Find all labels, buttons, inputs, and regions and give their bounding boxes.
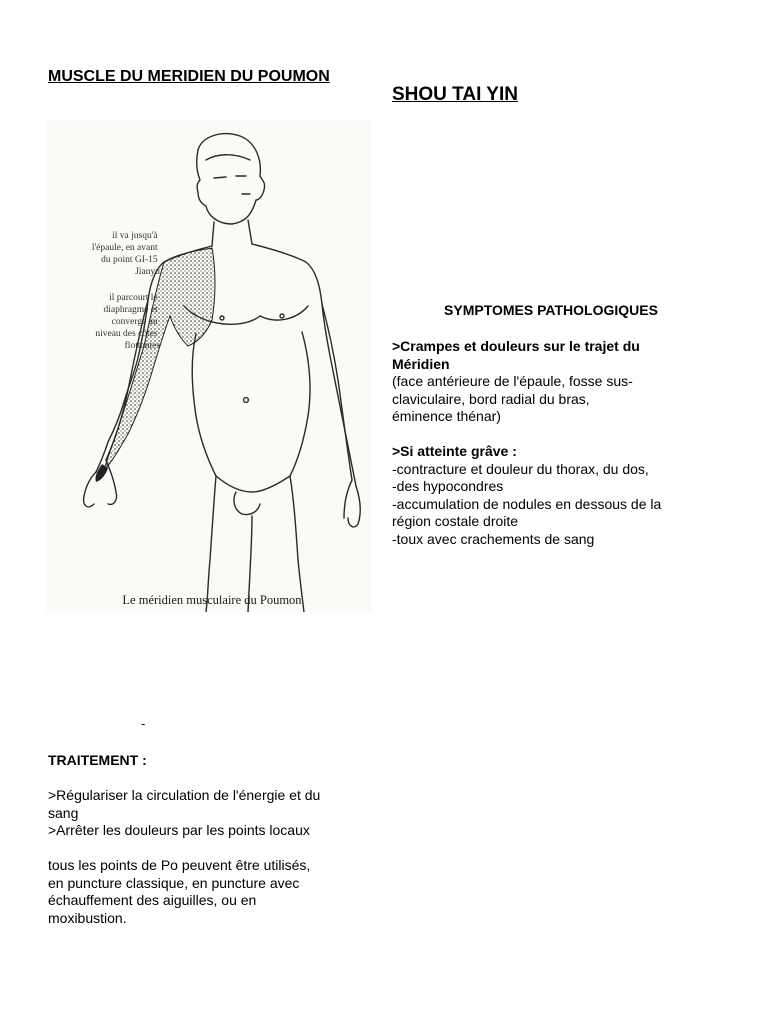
anatomy-drawing: [46, 120, 372, 612]
note1-line: du point GI-15: [101, 255, 158, 265]
note2-line: flottantes: [124, 341, 160, 351]
note1-line: l'épaule, en avant: [91, 243, 158, 253]
figure-caption: Le méridien musculaire du Poumon: [122, 593, 302, 607]
treatment-paragraph-line: moxibustion.: [48, 909, 127, 926]
note1-line: il va jusqu'à: [112, 231, 158, 241]
treatment-paragraph-line: échauffement des aiguilles, ou en: [48, 892, 257, 908]
symptom-detail-line: claviculaire, bord radial du bras,: [392, 390, 590, 407]
severe-symptom-line: région costale droite: [392, 513, 519, 529]
severe-symptom-line: -des hypocondres: [392, 478, 504, 494]
symptoms-heading: SYMPTOMES PATHOLOGIQUES: [444, 302, 658, 318]
note2-line: converge au: [111, 317, 158, 327]
treatment-item: sang: [48, 804, 79, 821]
severe-symptom-line: -contracture et douleur du thorax, du dos,: [392, 460, 649, 477]
note1-line: Jianyu: [135, 267, 160, 277]
meridian-name-title: SHOU TAI YIN: [392, 84, 518, 105]
treatment-paragraph-line: en puncture classique, en puncture avec: [48, 874, 300, 891]
severe-symptom-title: >Si atteinte grâve :: [392, 443, 517, 459]
treatment-paragraph-line: tous les points de Po peuvent être utilisés,: [48, 857, 311, 873]
treatment-heading: TRAITEMENT :: [48, 752, 147, 768]
svg-text:il va jusqu'à l'épaule,: [92, 231, 160, 277]
symptom-detail-line: éminence thénar): [392, 408, 501, 424]
anatomy-illustration: [46, 120, 372, 612]
symptom-title-line: >Crampes et douleurs sur le trajet du: [392, 338, 640, 354]
note2-line: niveau des côtes: [95, 329, 158, 339]
page-title: MUSCLE DU MERIDIEN DU POUMON: [48, 68, 330, 85]
treatment-section: [48, 752, 368, 927]
symptom-title-line: Méridien: [392, 355, 450, 372]
svg-text:il parcourt le diaphragm: [95, 293, 160, 351]
symptoms-section: [392, 338, 712, 548]
severe-symptom-line: -accumulation de nodules en dessous de la: [392, 495, 662, 512]
treatment-item: >Régulariser la circulation de l'énergie et du: [48, 787, 321, 803]
note2-line: il parcourt le: [109, 293, 158, 303]
dash-mark: -: [141, 716, 146, 731]
severe-symptom-line: -toux avec crachements de sang: [392, 530, 595, 547]
treatment-item: >Arrêter les douleurs par les points locaux: [48, 822, 310, 838]
symptom-detail-line: (face antérieure de l'épaule, fosse sus-: [392, 373, 633, 389]
note2-line: diaphragme et: [103, 305, 158, 315]
